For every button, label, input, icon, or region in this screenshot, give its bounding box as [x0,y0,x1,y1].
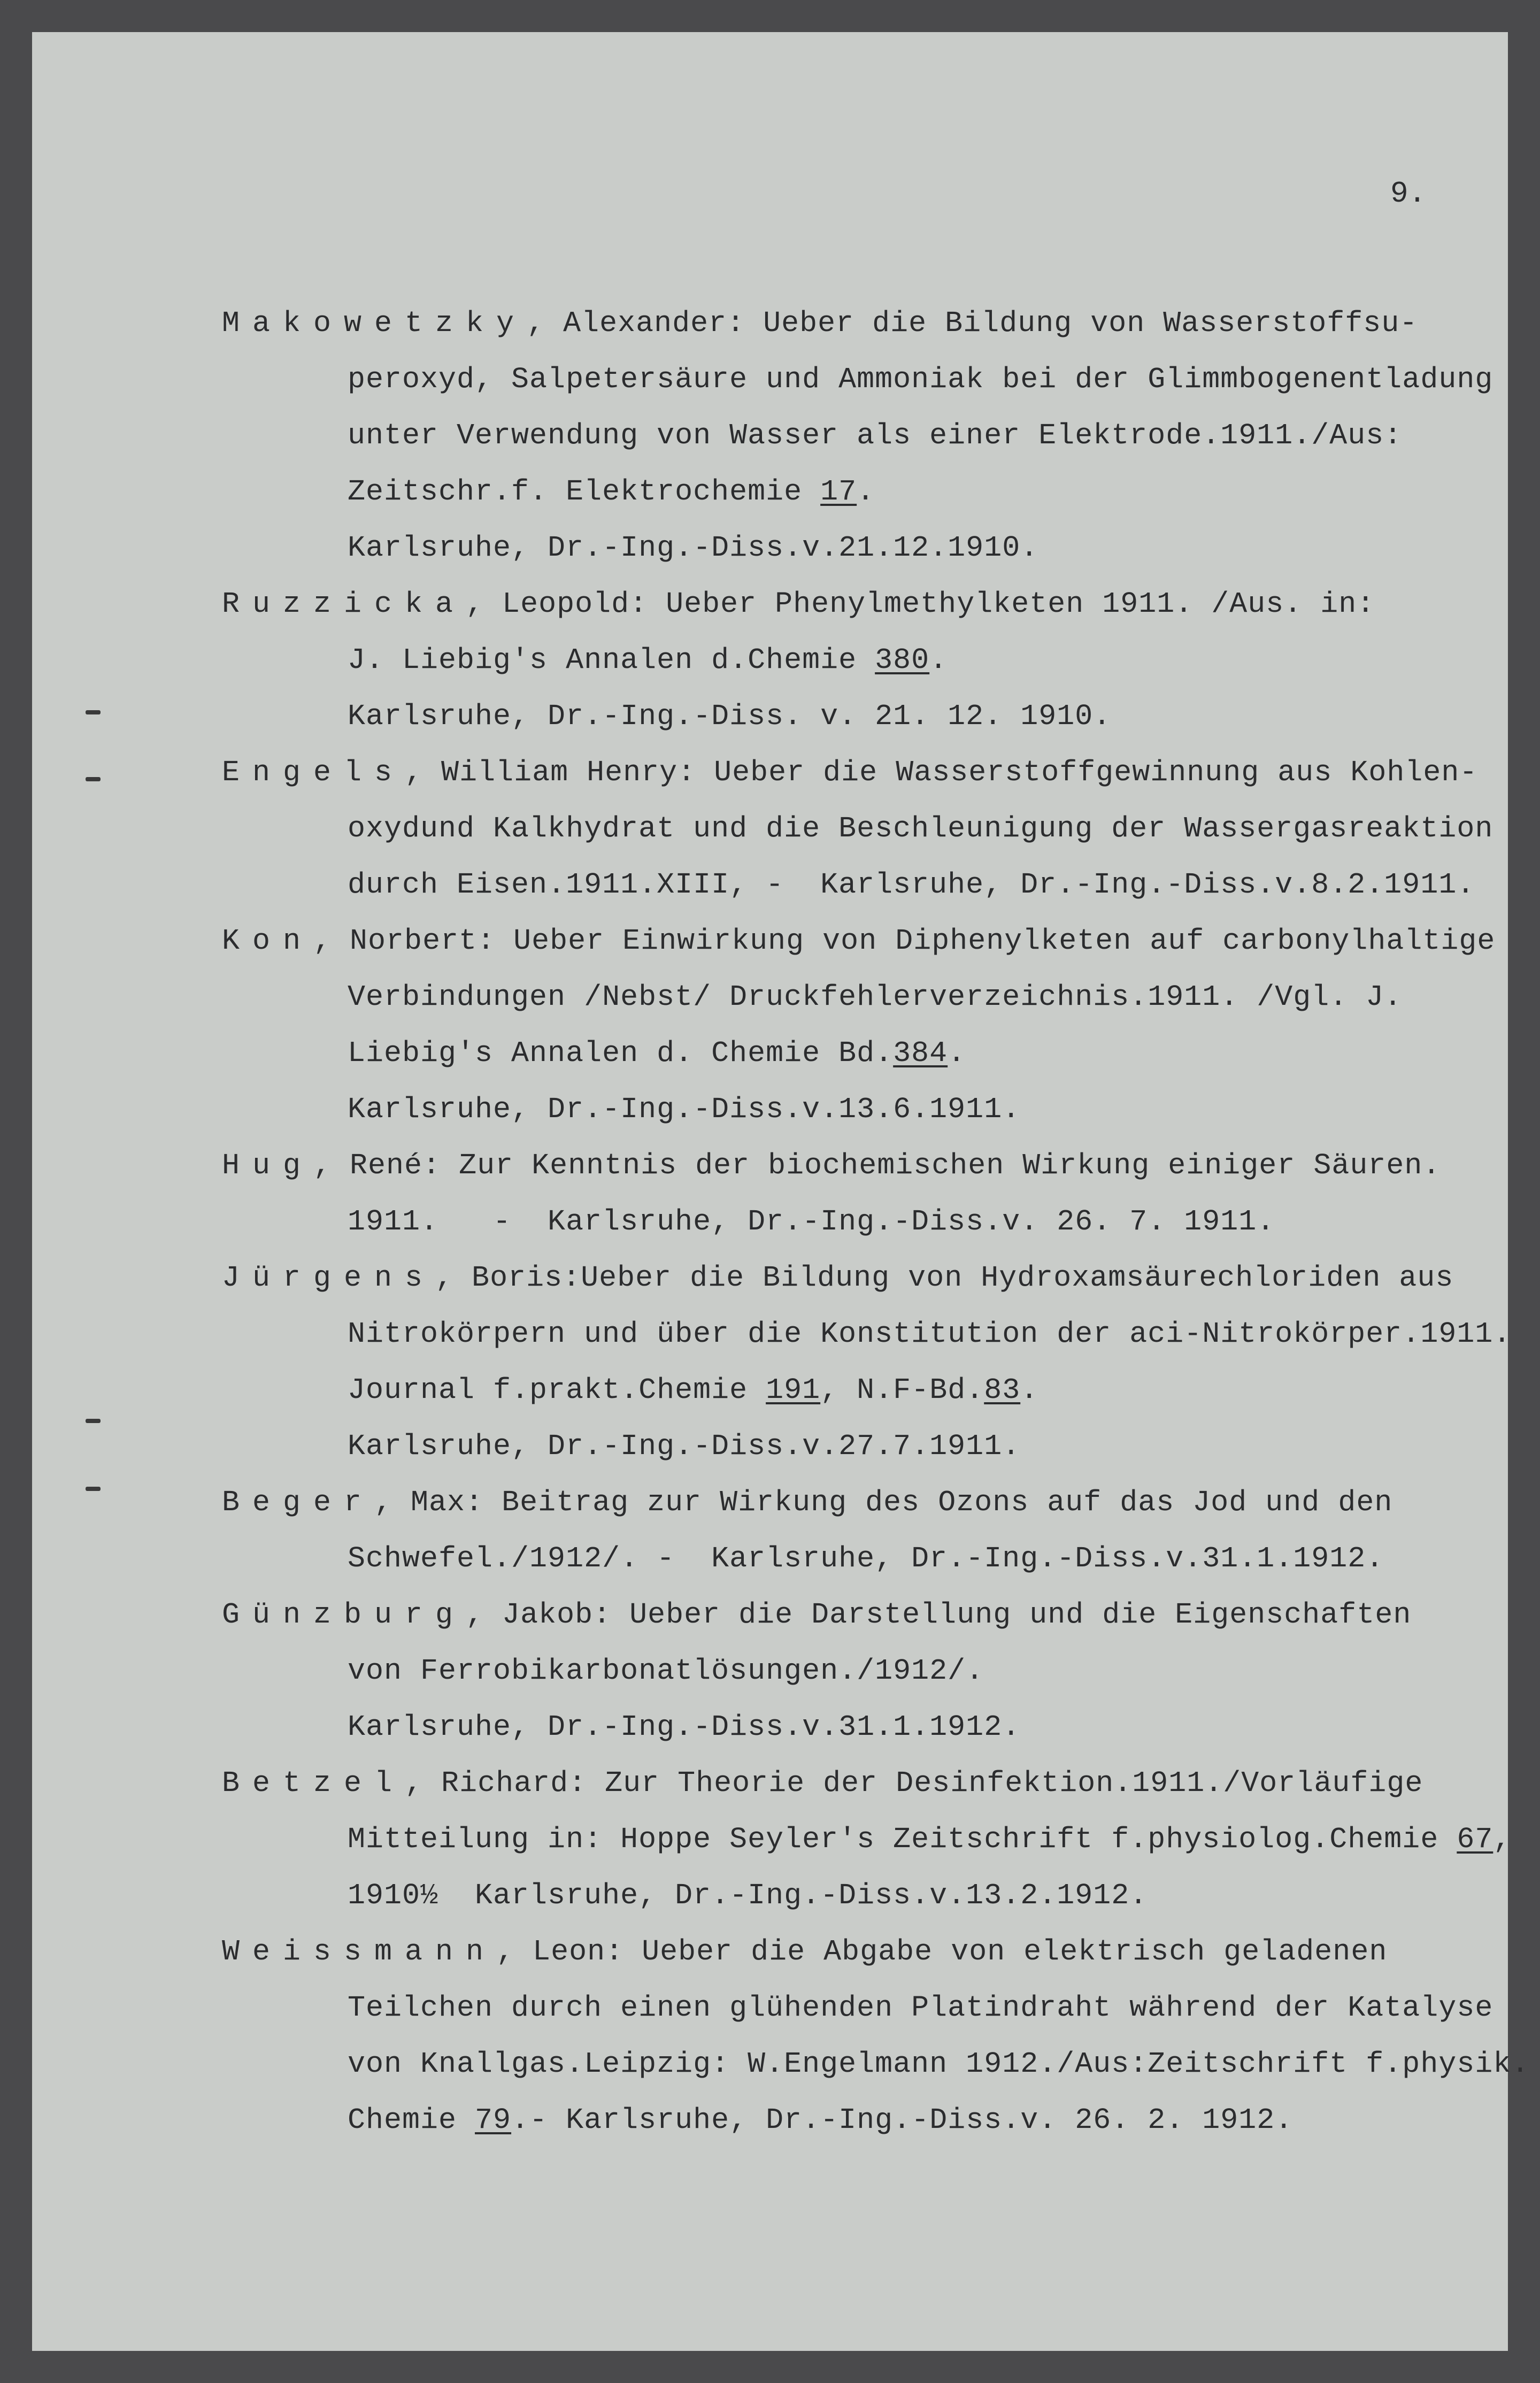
entry-line [348,1821,1511,1858]
entry-line: von Ferrobikarbonatlösungen./1912/. [348,1654,984,1688]
entry-line: unter Verwendung von Wasser als einer Elektrode.1911./Aus: [348,419,1403,452]
entry-line: peroxyd, Salpetersäure und Ammoniak bei der Glimmbogenentladung [348,363,1493,396]
margin-mark [86,710,101,714]
volume-ref: 79 [475,2103,512,2137]
ref-mid: , N.F-Bd. [820,1373,984,1407]
entry-line-text: - Karlsruhe, Dr.-Ing.-Diss.v. 26. 2. 1912. [529,2103,1293,2137]
volume-ref-2: 83 [984,1373,1021,1407]
margin-mark [86,1487,101,1491]
entry-line: Karlsruhe, Dr.-Ing.-Diss.v.27.7.1911. [348,1429,1021,1463]
ref-punct: . [1020,1373,1039,1407]
entry-name: , Alexander: Ueber die Bildung von Wasserstoffsu- [527,306,1418,340]
volume-ref: 191 [766,1373,821,1407]
entry-line: 1910½ Karlsruhe, Dr.-Ing.-Diss.v.13.2.1912. [348,1879,1148,1912]
entry-heading [222,1765,1423,1802]
entry-line: Karlsruhe, Dr.-Ing.-Diss.v.21.12.1910. [348,531,1039,565]
ref-punct: . [929,643,948,677]
entry-line: Verbindungen /Nebst/ Druckfehlerverzeichnis.1911. /Vgl. J. [348,980,1403,1014]
entry-author: Engels [222,756,405,789]
entry-line-text: Mitteilung in: Hoppe Seyler's Zeitschrift f.physiolog.Chemie [348,1823,1457,1856]
entry-line [348,473,875,511]
volume-ref: 17 [820,475,857,509]
entry-line: Karlsruhe, Dr.-Ing.-Diss.v.31.1.1912. [348,1710,1021,1744]
volume-ref: 384 [893,1036,948,1070]
entry-line-text: J. Liebig's Annalen d.Chemie [348,643,875,677]
entry-name: , William Henry: Ueber die Wasserstoffgewinnung aus Kohlen- [405,756,1478,789]
entry-heading [222,1147,1441,1185]
entry-line-text: Chemie [348,2103,475,2137]
entry-line: durch Eisen.1911.XIII, - Karlsruhe, Dr.-Ing.-Diss.v.8.2.1911. [348,868,1475,902]
entry-line-text: Journal f.prakt.Chemie [348,1373,766,1407]
entry-line: 1911. - Karlsruhe, Dr.-Ing.-Diss.v. 26. 7. 1911. [348,1205,1275,1239]
entry-line: Nitrokörpern und über die Konstitution der aci-Nitrokörper.1911. [348,1317,1512,1351]
entry-heading [222,1259,1453,1297]
ref-punct: . [511,2103,530,2137]
entry-line [348,1035,966,1072]
document-page [32,32,1530,2351]
entry-line: oxydund Kalkhydrat und die Beschleunigung der Wassergasreaktion [348,812,1493,845]
margin-mark [86,777,101,781]
entry-name: , Boris:Ueber die Bildung von Hydroxamsäurechloriden aus [435,1261,1454,1295]
entry-line [348,642,948,679]
entry-line: Karlsruhe, Dr.-Ing.-Diss.v.13.6.1911. [348,1093,1021,1126]
entry-heading [222,923,1495,960]
entry-author: Günzburg [222,1598,466,1632]
entry-author: Kon [222,924,314,958]
entry-heading [222,1484,1392,1521]
ref-punct: . [948,1036,966,1070]
entry-line: Teilchen durch einen glühenden Platindraht während der Katalyse [348,1991,1493,2025]
entry-name: , Max: Beitrag zur Wirkung des Ozons auf das Jod und den [374,1486,1393,1519]
entry-author: Betzel [222,1766,405,1800]
entry-name: , Norbert: Ueber Einwirkung von Diphenylketen auf carbonylhaltige [313,924,1496,958]
ref-punct: , [1493,1823,1512,1856]
entry-author: Makowetzky [222,306,527,340]
entry-name: , Leon: Ueber die Abgabe von elektrisch geladenen [496,1935,1388,1969]
entry-name: , René: Zur Kenntnis der biochemischen Wirkung einiger Säuren. [313,1149,1441,1182]
entry-heading [222,586,1375,623]
volume-ref: 380 [875,643,930,677]
entry-name: , Richard: Zur Theorie der Desinfektion.1911./Vorläufige [405,1766,1423,1800]
volume-ref: 67 [1457,1823,1493,1856]
entry-line-text: Liebig's Annalen d. Chemie Bd. [348,1036,894,1070]
entry-author: Ruzzicka [222,587,466,621]
entry-line: Karlsruhe, Dr.-Ing.-Diss. v. 21. 12. 1910. [348,699,1112,733]
entry-line: von Knallgas.Leipzig: W.Engelmann 1912./Aus:Zeitschrift f.physik. [348,2047,1530,2081]
entry-heading [222,305,1418,342]
entry-line [348,1372,1038,1409]
entry-author: Weissmann [222,1935,497,1969]
entry-line [348,2102,1293,2139]
margin-mark [86,1419,101,1423]
entry-author: Beger [222,1486,375,1519]
entry-author: Jürgens [222,1261,436,1295]
entry-line: Schwefel./1912/. - Karlsruhe, Dr.-Ing.-Diss.v.31.1.1912. [348,1542,1384,1575]
page-number: 9. [1390,176,1427,211]
entry-heading [222,1596,1411,1634]
entry-name: , Jakob: Ueber die Darstellung und die Eigenschaften [466,1598,1412,1632]
ref-punct: . [857,475,875,509]
entry-author: Hug [222,1149,314,1182]
entry-line-text: Zeitschr.f. Elektrochemie [348,475,821,509]
entry-heading [222,1933,1387,1971]
entry-heading [222,754,1477,791]
entry-name: , Leopold: Ueber Phenylmethylketen 1911. /Aus. in: [466,587,1375,621]
